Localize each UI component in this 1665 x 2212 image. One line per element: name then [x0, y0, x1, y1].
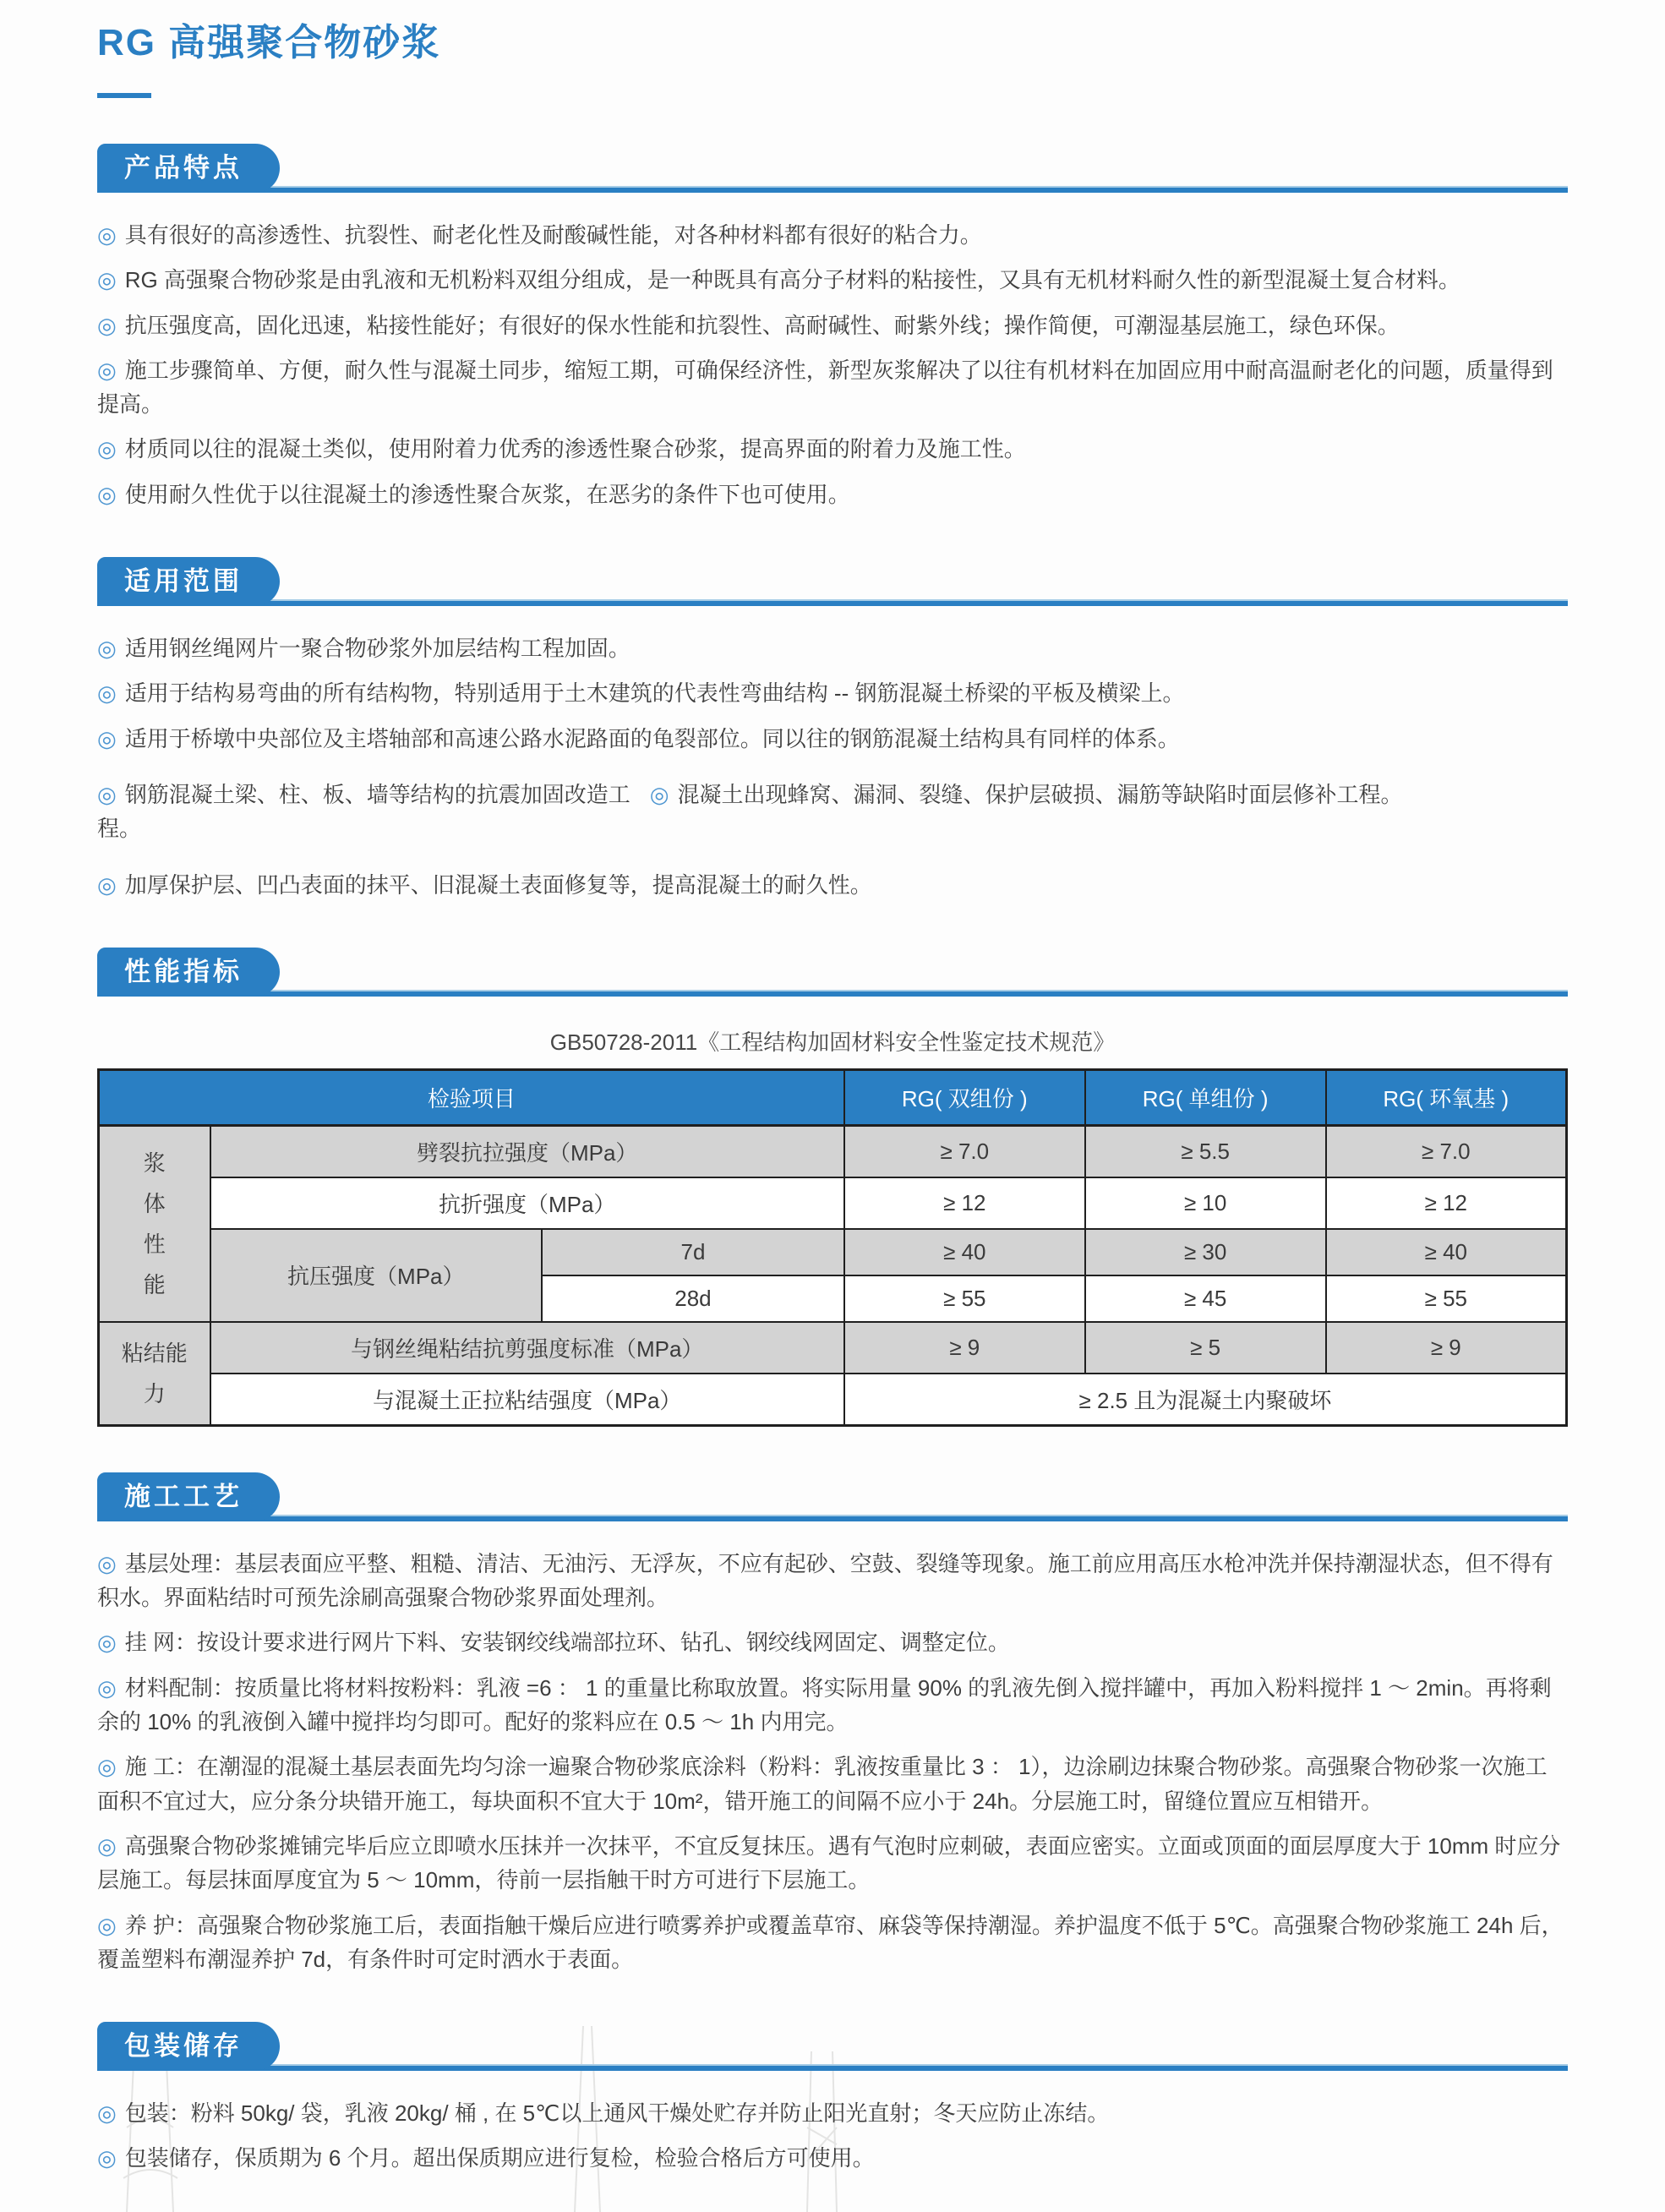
list-item-text: RG 高强聚合物砂浆是由乳液和无机粉料双组分组成，是一种既具有高分子材料的粘接性，又具有无机材料耐久性的新型混凝土复合材料。 — [124, 267, 1460, 293]
list-item-text: 适用于桥墩中央部位及主塔轴部和高速公路水泥路面的龟裂部位。同以往的钢筋混凝土结构具有同样的体系。 — [124, 725, 1180, 751]
section-heading: 施工工艺 — [124, 1481, 243, 1511]
bullet-icon: ◎ — [97, 436, 117, 462]
section-rule — [97, 599, 1568, 606]
table-cell: ≥ 40 — [844, 1229, 1085, 1275]
table-cell: ≥ 12 — [844, 1177, 1085, 1229]
list-item — [97, 676, 1568, 710]
section-features — [97, 144, 1568, 511]
list-item-text: 材质同以往的混凝土类似，使用附着力优秀的渗透性聚合砂浆，提高界面的附着力及施工性。 — [124, 436, 1026, 462]
list-item — [97, 1909, 1568, 1977]
section-rule — [97, 2064, 1568, 2071]
table-row — [99, 1125, 1567, 1177]
section-header-packaging — [97, 2022, 1568, 2071]
bullet-icon: ◎ — [97, 481, 117, 507]
section-heading: 性能指标 — [124, 956, 243, 986]
list-item — [97, 263, 1568, 297]
list-item-text: 抗压强度高，固化迅速，粘接性能好；有很好的保水性能和抗裂性、高耐碱性、耐紫外线；操作简便，可潮湿基层施工，绿色环保。 — [124, 312, 1400, 338]
bullet-icon: ◎ — [97, 1674, 117, 1701]
row-label: 与钢丝绳粘结抗剪强度标准（MPa） — [210, 1322, 844, 1374]
list-item-text: 施 工：在潮湿的混凝土基层表面先均匀涂一遍聚合物砂浆底涂料（粉料：乳液按重量比 3 ： 1），边涂刷边抹聚合物砂浆。高强聚合物砂浆一次施工面积不宜过大，应分条分块错开施工，每块面积不宜大于 10m²，错开施工的间隔不应小于 24h。分层施工时，留缝位置应互相错开。 — [97, 1754, 1548, 1814]
table-row — [99, 1322, 1567, 1374]
bullet-icon: ◎ — [97, 1754, 117, 1780]
section-badge-performance — [97, 948, 280, 997]
list-item-text: 具有很好的高渗透性、抗裂性、耐老化性及耐酸碱性能，对各种材料都有很好的粘合力。 — [124, 222, 982, 248]
table-cell: ≥ 5.5 — [1085, 1125, 1326, 1177]
group-label: 粘结能力 — [121, 1340, 188, 1406]
sub-row-label: 28d — [542, 1275, 844, 1322]
section-packaging — [97, 2022, 1568, 2176]
packaging-list — [97, 2096, 1568, 2176]
list-item — [97, 1671, 1568, 1740]
process-list — [97, 1547, 1568, 1976]
table-cell: ≥ 5 — [1085, 1322, 1326, 1374]
bullet-icon: ◎ — [97, 267, 117, 293]
table-row — [99, 1229, 1567, 1275]
list-item-text: 养 护：高强聚合物砂浆施工后，表面指触干燥后应进行喷雾养护或覆盖草帘、麻袋等保持潮湿。养护温度不低于 5℃。高强聚合物砂浆施工 24h 后，覆盖塑料布潮湿养护 7d，有条件时可定时洒水于表面。 — [97, 1912, 1564, 1972]
table-cell: ≥ 10 — [1085, 1177, 1326, 1229]
bullet-icon: ◎ — [97, 357, 117, 383]
performance-table — [97, 1068, 1568, 1427]
list-item-text: 基层处理：基层表面应平整、粗糙、清洁、无油污、无浮灰，不应有起砂、空鼓、裂缝等现象。施工前应用高压水枪冲洗并保持潮湿状态，但不得有积水。界面粘结时可预先涂刷高强聚合物砂浆界面处理剂。 — [97, 1550, 1553, 1611]
bullet-icon: ◎ — [97, 2100, 117, 2127]
bullet-icon: ◎ — [97, 1550, 117, 1576]
list-item — [97, 2096, 1568, 2130]
bullet-icon: ◎ — [97, 781, 117, 807]
page-content — [97, 12, 1568, 2176]
bullet-icon: ◎ — [97, 1832, 117, 1859]
section-header-features — [97, 144, 1568, 193]
list-item-text: 加厚保护层、凹凸表面的抹平、旧混凝土表面修复等，提高混凝土的耐久性。 — [124, 871, 872, 898]
table-row — [99, 1374, 1567, 1426]
list-item-text: 使用耐久性优于以往混凝土的渗透性聚合灰浆，在恶劣的条件下也可使用。 — [124, 481, 850, 507]
list-item-text: 高强聚合物砂浆摊铺完毕后应立即喷水压抹并一次抹平，不宜反复抹压。遇有气泡时应刺破，表面应密实。立面或顶面的面层厚度大于 10mm 时应分层施工。每层抹面厚度宜为 5 ～ 10mm，待前一层指触干时方可进行下层施工。 — [97, 1832, 1561, 1893]
table-cell: ≥ 12 — [1326, 1177, 1567, 1229]
section-badge-process — [97, 1472, 280, 1521]
list-item — [97, 353, 1568, 422]
list-item-text: 适用于结构易弯曲的所有结构物，特别适用于土木建筑的代表性弯曲结构 -- 钢筋混凝土桥梁的平板及横梁上。 — [124, 680, 1185, 707]
list-item — [97, 722, 1568, 756]
bullet-icon: ◎ — [97, 1630, 117, 1656]
bullet-icon: ◎ — [649, 781, 669, 807]
table-header-row — [99, 1069, 1567, 1125]
section-header-process — [97, 1472, 1568, 1521]
section-header-performance — [97, 948, 1568, 997]
table-cell: ≥ 55 — [1326, 1275, 1567, 1322]
table-row — [99, 1177, 1567, 1229]
header-cell-rg1: RG( 单组份 ) — [1085, 1069, 1326, 1125]
section-scope — [97, 557, 1568, 902]
section-badge-packaging — [97, 2022, 280, 2071]
bullet-icon: ◎ — [97, 680, 117, 707]
section-rule — [97, 1515, 1568, 1521]
bullet-icon: ◎ — [97, 636, 117, 662]
list-item — [97, 478, 1568, 511]
section-performance — [97, 948, 1568, 1427]
table-cell: ≥ 9 — [1326, 1322, 1567, 1374]
table-cell: ≥ 30 — [1085, 1229, 1326, 1275]
page-header — [97, 12, 1568, 98]
section-header-scope — [97, 557, 1568, 606]
table-cell: ≥ 7.0 — [844, 1125, 1085, 1177]
table-cell: ≥ 55 — [844, 1275, 1085, 1322]
list-item-text: 钢筋混凝土梁、柱、板、墙等结构的抗震加固改造工程。 — [97, 781, 631, 842]
bullet-icon: ◎ — [97, 2145, 117, 2171]
header-cell-rg2: RG( 双组份 ) — [844, 1069, 1085, 1125]
list-item — [97, 432, 1568, 466]
sub-row-label: 7d — [542, 1229, 844, 1275]
group-cell-bond — [99, 1322, 210, 1426]
section-process — [97, 1472, 1568, 1976]
list-item — [97, 631, 1568, 665]
list-item — [97, 868, 1568, 902]
list-item — [97, 218, 1568, 252]
table-cell: ≥ 9 — [844, 1322, 1085, 1374]
list-item — [97, 309, 1568, 342]
list-item-text: 包装：粉料 50kg/ 袋，乳液 20kg/ 桶 , 在 5℃以上通风干燥处贮存并防止阳光直射；冬天应防止冻结。 — [124, 2100, 1110, 2127]
list-item — [97, 2141, 1568, 2175]
row-label: 与混凝土正拉粘结强度（MPa） — [210, 1374, 844, 1426]
features-list — [97, 218, 1568, 511]
table-cell-merged: ≥ 2.5 且为混凝土内聚破坏 — [844, 1374, 1567, 1426]
section-badge-scope — [97, 557, 280, 606]
header-cell-rge: RG( 环氧基 ) — [1326, 1069, 1567, 1125]
list-item-text: 适用钢丝绳网片一聚合物砂浆外加层结构工程加固。 — [124, 636, 631, 662]
list-item-text: 挂 网：按设计要求进行网片下料、安装钢绞线端部拉环、钻孔、钢绞线网固定、调整定位。 — [124, 1630, 1010, 1656]
row-label: 劈裂抗拉强度（MPa） — [210, 1125, 844, 1177]
section-rule — [97, 186, 1568, 193]
page-title: RG 高强聚合物砂浆 — [97, 22, 441, 63]
bullet-icon: ◎ — [97, 725, 117, 751]
list-item — [650, 778, 1568, 846]
list-item — [97, 1750, 1568, 1818]
bullet-icon: ◎ — [97, 222, 117, 248]
section-rule — [97, 990, 1568, 997]
section-heading: 产品特点 — [124, 153, 243, 183]
list-item — [97, 1829, 1568, 1898]
table-caption: GB50728-2011《工程结构加固材料安全性鉴定技术规范》 — [549, 1029, 1116, 1055]
row-label: 抗折强度（MPa） — [210, 1177, 844, 1229]
section-heading: 包装储存 — [124, 2031, 243, 2062]
row-label-compressive: 抗压强度（MPa） — [210, 1229, 543, 1322]
header-cell-item: 检验项目 — [99, 1069, 844, 1125]
section-heading: 适用范围 — [124, 566, 243, 597]
list-item-text: 混凝土出现蜂窝、漏洞、裂缝、保护层破损、漏筋等缺陷时面层修补工程。 — [677, 781, 1403, 807]
group-label: 浆体性能 — [143, 1150, 166, 1297]
list-item-row — [97, 767, 1568, 857]
bullet-icon: ◎ — [97, 312, 117, 338]
list-item — [97, 778, 641, 846]
list-item-text: 材料配制：按质量比将材料按粉料：乳液 =6 ： 1 的重量比称取放置。将实际用量 90% 的乳液先倒入搅拌罐中，再加入粉料搅拌 1 ～ 2min。再将剩余的 10% 的乳液倒入罐中搅拌均匀即可。配好的浆料应在 0.5 ～ 1h 内用完。 — [97, 1674, 1552, 1735]
table-cell: ≥ 7.0 — [1326, 1125, 1567, 1177]
title-underline — [97, 93, 151, 98]
scope-list — [97, 631, 1568, 902]
list-item-text: 包装储存，保质期为 6 个月。超出保质期应进行复检，检验合格后方可使用。 — [124, 2145, 875, 2171]
list-item-text: 施工步骤简单、方便，耐久性与混凝土同步，缩短工期，可确保经济性，新型灰浆解决了以往有机材料在加固应用中耐高温耐老化的问题，质量得到提高。 — [97, 357, 1553, 418]
list-item — [97, 1547, 1568, 1615]
table-cell: ≥ 40 — [1326, 1229, 1567, 1275]
table-cell: ≥ 45 — [1085, 1275, 1326, 1322]
group-cell-slurry — [99, 1125, 210, 1322]
bullet-icon: ◎ — [97, 871, 117, 898]
list-item — [97, 1625, 1568, 1659]
bullet-icon: ◎ — [97, 1912, 117, 1938]
section-badge-features — [97, 144, 280, 193]
